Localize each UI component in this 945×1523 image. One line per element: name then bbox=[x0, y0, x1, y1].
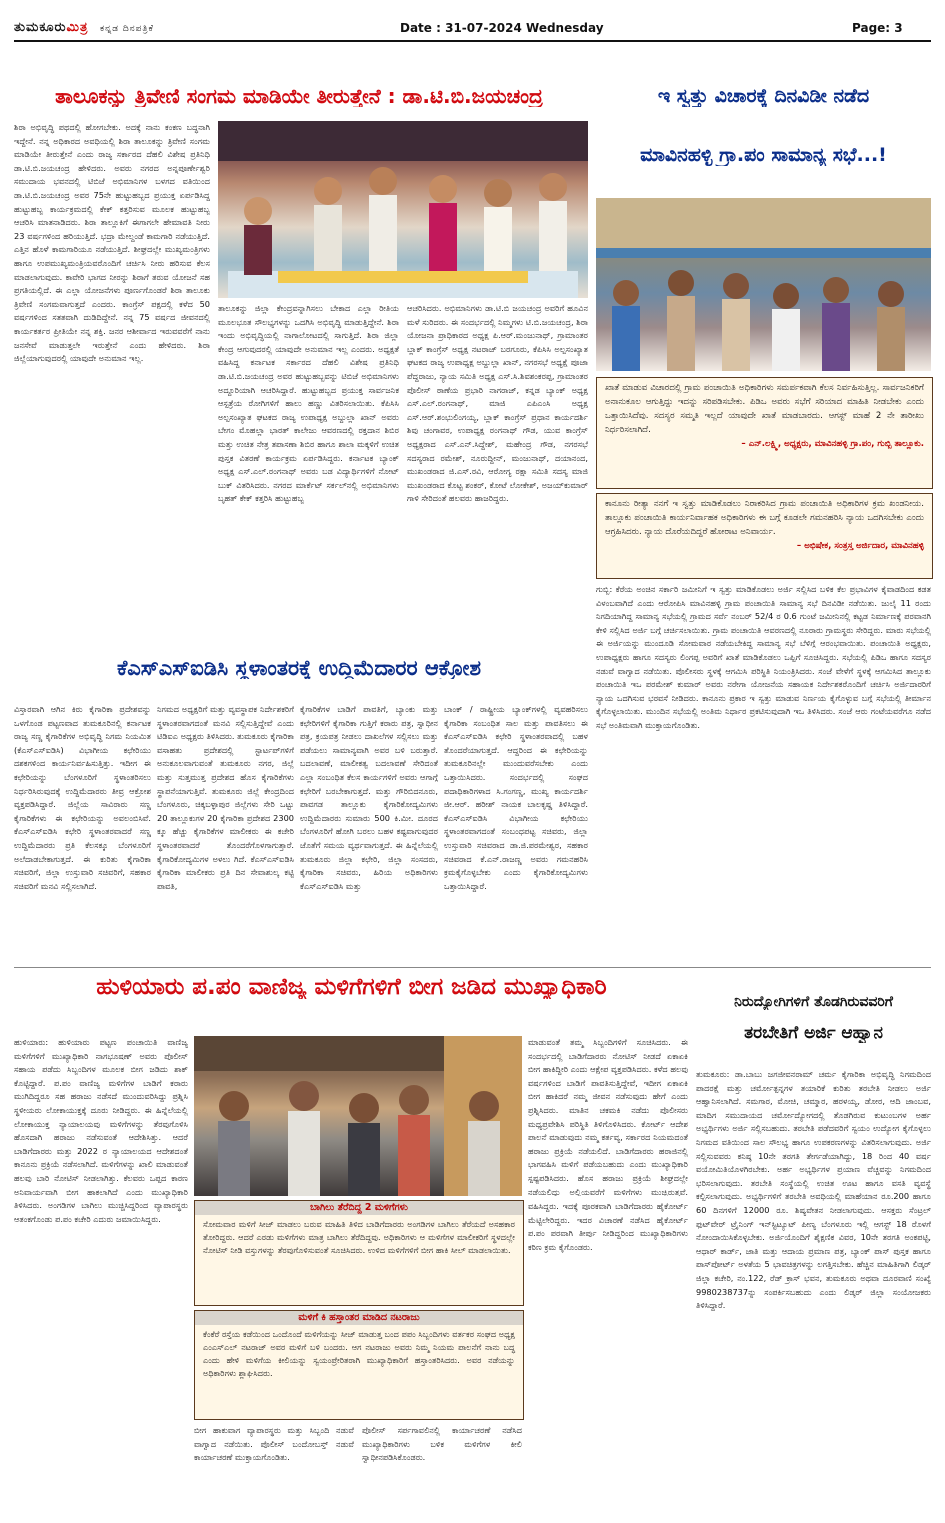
quote-applicant-signature: – ಅಭಿಷೇಕ, ಸಂತ್ರಸ್ತ ಅರ್ಜಿದಾರ, ಮಾವಿನಹಳ್ಳಿ bbox=[796, 541, 924, 551]
panchayat-meeting-photo-art bbox=[596, 198, 931, 371]
story2-text: ಗುಬ್ಬಿ: ಕೆರೆಯ ಅಂಚಿನ ಸರ್ಕಾರಿ ಜಮೀನಿಗೆ ಇ ಸ್ವತ್ತು ಮಾಡಿಕೊಡಲು ಅರ್ಜಿ ಸಲ್ಲಿಸಿದ ಬಳಿಕ ಕೆಲ ಪ್ರಭಾವಿಗಳ ಕೈವಾಡದಿಂದ ಕಡತ ವಿಳಂಬವಾಗಿದೆ ಎಂದು ಆರೋಪಿಸಿ ಮಾವಿನಹಳ್ಳಿ ಗ್ರಾಮ ಪಂಚಾಯಿತಿ ಸಾಮಾನ್ಯ ಸಭೆ ದಿನವಿಡೀ ನಡೆಯಿತು. ಜುಲೈ 11 ರಂದು ನಿಗದಿಯಾಗಿದ್ದ ಸಾಮಾನ್ಯ ಸಭೆಯಲ್ಲಿ ಗ್ರಾಮದ ಸರ್ವೆ ನಂಬರ್ 52/4 ರ 0.6 ಗುಂಟೆ ಜಮೀನಿನಲ್ಲಿ ಕಟ್ಟಡ ನಿರ್ಮಾಣಕ್ಕೆ ಪರವಾನಗಿ ಕೇಳಿ ಸಲ್ಲಿಸಿದ ಅರ್ಜಿ ಬಗ್ಗೆ ಚರ್ಚಿಸಲಾಯಿತು. ಗ್ರಾಮ ಪಂಚಾಯಿತಿ ಆವರಣದಲ್ಲಿ ನೂರಾರು ಗ್ರಾಮಸ್ಥರು ಸೇರಿದ್ದರು. ಮಾರು ಸಭೆಯಲ್ಲಿ ಈ ಅರ್ಜಿಯನ್ನು ಮುಂದೂಡಿ ಸೋಮವಾರ ನಡೆಯಬೇಕಿದ್ದ ಸಾಮಾನ್ಯ ಸಭೆ ಬೆಳಿಗ್ಗೆ ಆರಂಭವಾಯಿತು. ಪಂಚಾಯಿತಿ ಅಧ್ಯಕ್ಷರು, ಉಪಾಧ್ಯಕ್ಷರು ಹಾಗೂ ಸದಸ್ಯರು ಲಿಂಗಪ್ಪ ಅವರಿಗೆ ಖಾತೆ ಮಾಡಿಕೊಡಲು ಒಪ್ಪಿಗೆ ಸೂಚಿಸಿದ್ದರು. ಸಭೆಯಲ್ಲಿ ಪಿಡಿಒ ಹಾಗೂ ಸದಸ್ಯರ ನಡುವೆ ವಾಗ್ವಾದ ನಡೆಯಿತು. ಪೊಲೀಸರು ಸ್ಥಳಕ್ಕೆ ಆಗಮಿಸಿ ಪರಿಸ್ಥಿತಿ ನಿಯಂತ್ರಿಸಿದರು. ಸಂಜೆ ವೇಳೆಗೆ ಸ್ಥಳಕ್ಕೆ ಆಗಮಿಸಿದ ತಾಲ್ಲೂಕು ಪಂಚಾಯಿತಿ ಇಒ ಪರಮೇಶ್ ಕುಮಾರ್ ಅವರು ನರೇಗಾ ಯೋಜನೆಯ ಸಹಾಯಕ ನಿರ್ದೇಶಕರೊಂದಿಗೆ ಚರ್ಚಿಸಿ ಅರ್ಜಿದಾರರಿಗೆ ನ್ಯಾಯ ಒದಗಿಸುವ ಭರವಸೆ ನೀಡಿದರು. ಕಾನೂನು ಪ್ರಕಾರ ಇ ಸ್ವತ್ತು ಮಾಡುವ ನಿರ್ಣಯ ಕೈಗೊಳ್ಳುವ ಬಗ್ಗೆ ಸಭೆಯಲ್ಲಿ ತೀರ್ಮಾನ ಕೈಗೊಳ್ಳಲಾಯಿತು. ಮುಂದಿನ ಸಭೆಯಲ್ಲಿ ಅಂತಿಮ ನಿರ್ಧಾರ ಪ್ರಕಟಿಸುವುದಾಗಿ ಇಒ ತಿಳಿಸಿದರು. ಸಂಜೆ ಆರು ಗಂಟೆಯವರೆಗೂ ನಡೆದ ಸಭೆ ಅಂತಿಮವಾಗಿ ಮುಕ್ತಾಯಗೊಂಡಿತು. bbox=[596, 584, 931, 730]
info-box-open-shops-text: ಸೋಮವಾರ ಮಳಿಗೆ ಸೀಜ್ ಮಾಡಲು ಬರುವ ಮಾಹಿತಿ ತಿಳಿದ ಬಾಡಿಗೆದಾರರು ಅಂಗಡಿಗಳ ಬಾಗಿಲು ತೆರೆಯದೆ ಅಸಹಕಾರ ತೋರಿದ್ದರು. ಆದರೆ ಎರಡು ಮಳಿಗೆಗಳು ಮಾತ್ರ ಬಾಗಿಲು ತೆರೆದಿದ್ದವು. ಅಧಿಕಾರಿಗಳು ಆ ಮಳಿಗೆಗಳ ಮಾಲೀಕರಿಗೆ ಸ್ಥಳದಲ್ಲೇ ನೋಟಿಸ್ ನೀಡಿ ವಸ್ತುಗಳನ್ನು ತೆರವುಗೊಳಿಸುವಂತೆ ಸೂಚಿಸಿದರು. ಉಳಿದ ಮಳಿಗೆಗಳಿಗೆ ಬೀಗ ಹಾಕಿ ಸೀಲ್ ಮಾಡಲಾಯಿತು. bbox=[203, 1219, 515, 1255]
issue-date: Date : 31-07-2024 Wednesday bbox=[400, 21, 604, 35]
story1-text-1: ಶಿರಾ ಅಭಿವೃದ್ಧಿ ಪಥದಲ್ಲಿ ಹೋಗಬೇಕು. ಅದಕ್ಕೆ ನಾನು ಕಂಕಣ ಬದ್ಧನಾಗಿ ಇದ್ದೇನೆ. ನನ್ನ ಅಧಿಕಾರದ ಅವಧಿಯಲ್ಲಿ ಶಿರಾ ತಾಲೂಕನ್ನು ತ್ರಿವೇಣಿ ಸಂಗಮ ಮಾಡಿಯೇ ತೀರುತ್ತೇನೆ ಎಂದು ರಾಜ್ಯ ಸರ್ಕಾರದ ದೆಹಲಿ ವಿಶೇಷ ಪ್ರತಿನಿಧಿ ಡಾ.ಟಿ.ಬಿ.ಜಯಚಂದ್ರ ಹೇಳಿದರು. ಅವರು ನಗರದ ಅನ್ನಪೂರ್ಣೇಶ್ವರಿ ಸಮುದಾಯ ಭವನದಲ್ಲಿ ಟಿಬಿಜೆ ಅಭಿಮಾನಿಗಳ ಬಳಗದ ವತಿಯಿಂದ ಡಾ.ಟಿ.ಬಿ.ಜಯಚಂದ್ರ ಅವರ 75ನೇ ಹುಟ್ಟುಹಬ್ಬದ ಪ್ರಯುಕ್ತ ಏರ್ಪಡಿಸಿದ್ದ ಹುಟ್ಟುಹಬ್ಬ ಕಾರ್ಯಕ್ರಮದಲ್ಲಿ ಕೇಕ್ ಕತ್ತರಿಸುವ ಮೂಲಕ ಹುಟ್ಟುಹಬ್ಬ ಆಚರಿಸಿ ಮಾತನಾಡಿದರು. ಶಿರಾ ತಾಲ್ಲೂಕಿಗೆ ಈಗಾಗಲೇ ಹೇಮಾವತಿ ನೀರು 23 ವರ್ಷಗಳಿಂದ ಹರಿಯುತ್ತಿದೆ. ಭದ್ರಾ ಮೇಲ್ದಂಡೆ ಕಾಮಗಾರಿ ನಡೆಯುತ್ತಿದೆ. ಎತ್ತಿನ ಹೊಳೆ ಕಾಮಗಾರಿಯೂ ನಡೆಯುತ್ತಿದೆ. ಶೀಘ್ರದಲ್ಲೇ ಮುಖ್ಯಮಂತ್ರಿಗಳು ಹಾಗೂ ಉಪಮುಖ್ಯಮಂತ್ರಿಯವರೊಂದಿಗೆ ಚರ್ಚಿಸಿ ನೀರು ಹರಿಸುವ ಕೆಲಸ ಮಾಡಲಾಗುವುದು. ಕಾವೇರಿ ಭಾಗದ ನೀರನ್ನು ಶಿರಾಗೆ ತರುವ ಯೋಜನೆ ಸಹ ಪ್ರಗತಿಯಲ್ಲಿದೆ. ಈ ಎಲ್ಲಾ ಯೋಜನೆಗಳು ಪೂರ್ಣಗೊಂಡರೆ ಶಿರಾ ತಾಲೂಕು ತ್ರಿವೇಣಿ ಸಂಗಮವಾಗುತ್ತದೆ ಎಂದರು. ಕಾಂಗ್ರೆಸ್ ಪಕ್ಷದಲ್ಲಿ ಕಳೆದ 50 ವರ್ಷಗಳಿಂದ ಸತತವಾಗಿ ದುಡಿದಿದ್ದೇನೆ. ನನ್ನ 75 ವರ್ಷದ ಜೀವನದಲ್ಲಿ ಕಾರ್ಯಕರ್ತರ ಪ್ರೀತಿಯೇ ನನ್ನ ಶಕ್ತಿ. ಜನರ ಆಶೀರ್ವಾದ ಇರುವವರೆಗೆ ನಾನು ಜನಸೇವೆ ಮಾಡುತ್ತಲೇ ಇರುತ್ತೇನೆ ಎಂದು ಹೇಳಿದರು. ಶಿರಾ ಜಿಲ್ಲೆಯಾಗುವುದರಲ್ಲಿ ಯಾವುದೇ ಅನುಮಾನ ಇಲ್ಲ. bbox=[14, 122, 210, 364]
quote-president-text: ಖಾತೆ ಮಾಡುವ ವಿಚಾರದಲ್ಲಿ ಗ್ರಾಮ ಪಂಚಾಯಿತಿ ಅಧಿಕಾರಿಗಳು ಸಮರ್ಪಕವಾಗಿ ಕೆಲಸ ನಿರ್ವಹಿಸುತ್ತಿಲ್ಲ. ಸಾರ್ವಜನಿಕರಿಗೆ ಅನಾನುಕೂಲ ಆಗುತ್ತಿದ್ದು ಇದನ್ನು ಸರಿಪಡಿಸಬೇಕು. ಪಿಡಿಒ ಅವರು ಸಭೆಗೆ ಸರಿಯಾದ ಮಾಹಿತಿ ನೀಡಬೇಕು ಎಂದು ಒತ್ತಾಯಿಸಿದೆವು. ಸದಸ್ಯರ ಸಮ್ಮತಿ ಇಲ್ಲದೆ ಯಾವುದೇ ಖಾತೆ ಮಾಡಬಾರದು. ಆಗಸ್ಟ್ ಮಾಹೆ 2 ನೇ ತಾರೀಖು ನಿರ್ಧರಿಸಲಾಗಿದೆ. bbox=[605, 383, 924, 435]
quote-box-president bbox=[596, 377, 933, 489]
story4-text-5: ಪೊಲೀಸ್ ಸರ್ಪಗಾವಲಿನಲ್ಲಿ ಕಾರ್ಯಾಚರಣೆ ನಡೆಸಿದ ಮುಖ್ಯಾಧಿಕಾರಿಗಳು ಬಳಿಕ ಮಳಿಗೆಗಳ ಕೀಲಿ ಸ್ವಾಧೀನಪಡಿಸಿಕೊಂಡರು. bbox=[362, 1425, 522, 1463]
story5-text: ತುಮಕೂರು: ಡಾ.ಬಾಬು ಜಗಜೀವನರಾಮ್ ಚರ್ಮ ಕೈಗಾರಿಕಾ ಅಭಿವೃದ್ಧಿ ನಿಗಮದಿಂದ ಪಾದರಕ್ಷೆ ಮತ್ತು ಚರ್ಮೋತ್ಪನ್ನಗಳ ತಯಾರಿಕೆ ಕುರಿತು ತರಬೇತಿ ನೀಡಲು ಅರ್ಜಿ ಆಹ್ವಾನಿಸಲಾಗಿದೆ. ಸಮಗಾರ, ಮೋಚಿ, ಚಮ್ಮಾರ, ಹರಳಯ್ಯ, ಡೋರ, ಆದಿ ಜಾಂಬವ, ಮಾದಿಗ ಸಮುದಾಯದ ಚರ್ಮೋದ್ಯೋಗದಲ್ಲಿ ತೊಡಗಿರುವ ಕುಟುಂಬಗಳ ಅರ್ಹ ಅಭ್ಯರ್ಥಿಗಳು ಅರ್ಜಿ ಸಲ್ಲಿಸಬಹುದು. ತರಬೇತಿ ಪಡೆದವರಿಗೆ ಸ್ವಯಂ ಉದ್ಯೋಗ ಕೈಗೊಳ್ಳಲು ನಿಗಮದ ವತಿಯಿಂದ ಸಾಲ ಸೌಲಭ್ಯ ಹಾಗೂ ಉಪಕರಣಗಳನ್ನು ವಿತರಿಸಲಾಗುವುದು. ಅರ್ಜಿ ಸಲ್ಲಿಸುವವರು ಕನಿಷ್ಠ 10ನೇ ತರಗತಿ ತೇರ್ಗಡೆಯಾಗಿದ್ದು, 18 ರಿಂದ 40 ವರ್ಷ ವಯೋಮಿತಿಯೊಳಗಿರಬೇಕು. ಅರ್ಹ ಅಭ್ಯರ್ಥಿಗಳ ಪ್ರಯಾಣ ವೆಚ್ಚವನ್ನು ನಿಗಮದಿಂದ ಭರಿಸಲಾಗುವುದು. ತರಬೇತಿ ಸಂಸ್ಥೆಯಲ್ಲಿ ಉಚಿತ ಊಟ ಹಾಗೂ ವಸತಿ ವ್ಯವಸ್ಥೆ ಕಲ್ಪಿಸಲಾಗುವುದು. ಅಭ್ಯರ್ಥಿಗಳಿಗೆ ತರಬೇತಿ ಅವಧಿಯಲ್ಲಿ ಮಾಹೆಯಾನ ರೂ.200 ಹಾಗೂ 60 ದಿನಗಳಿಗೆ 12000 ರೂ. ಶಿಷ್ಯವೇತನ ನೀಡಲಾಗುವುದು. ಆಸಕ್ತರು ಸೆಂಟ್ರಲ್ ಫುಟ್‌ವೇರ್ ಟ್ರೈನಿಂಗ್ ಇನ್‌ಸ್ಟಿಟ್ಯೂಟ್ ಪೀಣ್ಯ ಬೆಂಗಳೂರು ಇಲ್ಲಿ ಆಗಸ್ಟ್ 18 ರೊಳಗೆ ನೋಂದಾಯಿಸಿಕೊಳ್ಳಬೇಕು. ಅರ್ಜಿಯೊಂದಿಗೆ ಶೈಕ್ಷಣಿಕ ವಿವರ, 10ನೇ ತರಗತಿ ಅಂಕಪಟ್ಟಿ, ಆಧಾರ್ ಕಾರ್ಡ್, ಜಾತಿ ಮತ್ತು ಆದಾಯ ಪ್ರಮಾಣ ಪತ್ರ, ಬ್ಯಾಂಕ್ ಪಾಸ್ ಪುಸ್ತಕ ಹಾಗೂ ಪಾಸ್‌ಪೋರ್ಟ್ ಅಳತೆಯ 5 ಭಾವಚಿತ್ರಗಳನ್ನು ಲಗತ್ತಿಸಬೇಕು. ಹೆಚ್ಚಿನ ಮಾಹಿತಿಗಾಗಿ ಲಿಡ್ಕರ್ ಜಿಲ್ಲಾ ಕಚೇರಿ, ನಂ.122, ರೆಡ್ ಕ್ರಾಸ್ ಭವನ, ತುಮಕೂರು ಅಥವಾ ದೂರವಾಣಿ ಸಂಖ್ಯೆ 9980238737ನ್ನು ಸಂಪರ್ಕಿಸಬಹುದು ಎಂದು ಲಿಡ್ಕರ್ ಜಿಲ್ಲಾ ಸಂಯೋಜಕರು ತಿಳಿಸಿದ್ದಾರೆ. bbox=[696, 1069, 931, 1311]
story1-headline: ತಾಲೂಕನ್ನು ತ್ರಿವೇಣಿ ಸಂಗಮ ಮಾಡಿಯೇ ತೀರುತ್ತೇನೆ : ಡಾ.ಟಿ.ಬಿ.ಜಯಚಂದ್ರ bbox=[55, 86, 543, 107]
story3-column-3 bbox=[300, 703, 438, 961]
story1-text-2: ತಾಲೂಕನ್ನು ಜಿಲ್ಲಾ ಕೇಂದ್ರವನ್ನಾಗಿಸಲು ಬೇಕಾದ ಎಲ್ಲಾ ರೀತಿಯ ಮೂಲಭೂತ ಸೌಲಭ್ಯಗಳನ್ನು ಒದಗಿಸಿ ಅಭಿವೃದ್ಧಿ ಮಾಡುತ್ತಿದ್ದೇನೆ. ಶಿರಾ ಇಂದು ಅಭಿವೃದ್ಧಿಯಲ್ಲಿ ನಾಗಾಲೋಟದಲ್ಲಿ ಸಾಗುತ್ತಿದೆ. ಶಿರಾ ಜಿಲ್ಲಾ ಕೇಂದ್ರ ಆಗುವುದರಲ್ಲಿ ಯಾವುದೇ ಅನುಮಾನ ಇಲ್ಲ ಎಂದರು. ಅಧ್ಯಕ್ಷತೆ ವಹಿಸಿದ್ದ ಕರ್ನಾಟಕ ಸರ್ಕಾರದ ದೆಹಲಿ ವಿಶೇಷ ಪ್ರತಿನಿಧಿ ಡಾ.ಟಿ.ಬಿ.ಜಯಚಂದ್ರ ಅವರ ಹುಟ್ಟುಹಬ್ಬವನ್ನು ಟಿಬಿಜೆ ಅಭಿಮಾನಿಗಳು ಅದ್ದೂರಿಯಾಗಿ ಆಚರಿಸಿದ್ದಾರೆ. ಹುಟ್ಟುಹಬ್ಬದ ಪ್ರಯುಕ್ತ ಸಾರ್ವಜನಿಕ ಆಸ್ಪತ್ರೆಯ ರೋಗಿಗಳಿಗೆ ಹಾಲು ಹಣ್ಣು ವಿತರಿಸಲಾಯಿತು. ಕೆಪಿಸಿಸಿ ಅಲ್ಪಸಂಖ್ಯಾತ ಘಟಕದ ರಾಜ್ಯ ಉಪಾಧ್ಯಕ್ಷ ಅಬ್ದುಲ್ಲಾ ಖಾನ್ ಅವರು ಬೇಗಂ ಮೊಹಲ್ಲಾ ಭಾರತ್ ಕಾಲೇಜು ಆವರಣದಲ್ಲಿ ರಕ್ತದಾನ ಶಿಬಿರ ಮತ್ತು ಉಚಿತ ನೇತ್ರ ತಪಾಸಣಾ ಶಿಬಿರ ಹಾಗೂ ಶಾಲಾ ಮಕ್ಕಳಿಗೆ ಉಚಿತ ಪುಸ್ತಕ ವಿತರಣೆ ಕಾರ್ಯಕ್ರಮ ಏರ್ಪಡಿಸಿದ್ದರು. ಕರ್ನಾಟಕ ಬ್ಯಾಂಕ್ ಅಧ್ಯಕ್ಷ ಎಸ್.ಎಲ್.ರಂಗನಾಥ್ ಅವರು ಬಡ ವಿದ್ಯಾರ್ಥಿಗಳಿಗೆ ನೋಟ್ ಬುಕ್ ವಿತರಿಸಿದರು. ನಗರದ ಮಾರ್ಕೆಟ್ ಸರ್ಕಲ್‌ನಲ್ಲಿ ಅಭಿಮಾನಿಗಳು ಬೃಹತ್ ಕೇಕ್ ಕತ್ತರಿಸಿ ಹುಟ್ಟುಹಬ್ಬ bbox=[218, 303, 399, 504]
cake-cutting-photo bbox=[218, 121, 588, 298]
info-box-key-handover-text: ಕೆಂಕೆರೆ ರಸ್ತೆಯ ಕಡೆಯಿಂದ ಒಂದೊಂದೆ ಮಳಿಗೆಯನ್ನು ಸೀಜ್ ಮಾಡುತ್ತ ಬಂದ ಪಪಂ ಸಿಬ್ಬಂದಿಗಳು ವರ್ತಕರ ಸಂಘದ ಅಧ್ಯಕ್ಷ ಎಂಎಸ್ಎಲ್ ನಟರಾಜ್ ಅವರ ಮಳಿಗೆ ಬಳಿ ಬಂದರು. ಆಗ ನಟರಾಜು ಅವರು ನಿಮ್ಮ ನಿಯಮ ಪಾಲನೆಗೆ ನಾನು ಬದ್ಧ ಎಂದು ಹೇಳಿ ಮಳಿಗೆಯ ಕೀಲಿಯನ್ನು ಸ್ವಯಂಪ್ರೇರಿತರಾಗಿ ಮುಖ್ಯಾಧಿಕಾರಿಗೆ ಹಸ್ತಾಂತರಿಸಿದರು. ಅವರ ನಡೆಯನ್ನು ಅಧಿಕಾರಿಗಳು ಶ್ಲಾಘಿಸಿದರು. bbox=[203, 1329, 515, 1378]
story4-text-1: ಹುಳಿಯಾರು: ಹುಳಿಯಾರು ಪಟ್ಟಣ ಪಂಚಾಯಿತಿ ವಾಣಿಜ್ಯ ಮಳಿಗೆಗಳಿಗೆ ಮುಖ್ಯಾಧಿಕಾರಿ ನಾಗಭೂಷಣ್ ಅವರು ಪೊಲೀಸ್ ಸಹಾಯ ಪಡೆದು ಸಿಬ್ಬಂದಿಗಳ ಮೂಲಕ ಬೀಗ ಜಡಿದು ಶಾಕ್ ಕೊಟ್ಟಿದ್ದಾರೆ. ಪ.ಪಂ ವಾಣಿಜ್ಯ ಮಳಿಗೆಗಳ ಬಾಡಿಗೆ ಕರಾರು ಮುಗಿದಿದ್ದರೂ ಸಹ ಹರಾಜು ನಡೆಸದೆ ಮುಂದುವರಿಸಿದ್ದು ಪ್ರಶ್ನಿಸಿ ಸ್ಥಳೀಯರು ಲೋಕಾಯುಕ್ತಕ್ಕೆ ದೂರು ನೀಡಿದ್ದರು. ಈ ಹಿನ್ನೆಲೆಯಲ್ಲಿ ಲೋಕಾಯುಕ್ತ ನ್ಯಾಯಾಲಯವು ಮಳಿಗೆಗಳನ್ನು ತೆರವುಗೊಳಿಸಿ ಹೊಸದಾಗಿ ಹರಾಜು ನಡೆಸುವಂತೆ ಆದೇಶಿಸಿತ್ತು. ಆದರೆ ಬಾಡಿಗೆದಾರರು ಮತ್ತು 2022 ರ ನ್ಯಾಯಾಲಯದ ಆದೇಶದಂತೆ ಕಾನೂನು ಪ್ರಕ್ರಿಯೆ ನಡೆಸಲಾಗಿದೆ. ಮಳಿಗೆಗಳನ್ನು ಖಾಲಿ ಮಾಡುವಂತೆ ಹಲವು ಬಾರಿ ನೋಟಿಸ್ ನೀಡಲಾಗಿತ್ತು. ಕೆಲವರು ಒಪ್ಪದ ಕಾರಣ ಅನಿವಾರ್ಯವಾಗಿ ಬೀಗ ಹಾಕಲಾಗಿದೆ ಎಂದು ಮುಖ್ಯಾಧಿಕಾರಿ ತಿಳಿಸಿದರು. ಅಂಗಡಿಗಳ ಬಾಗಿಲು ಮುಚ್ಚಿಸಿದ್ದರಿಂದ ವ್ಯಾಪಾರಸ್ಥರು ಆತಂಕಗೊಂಡು ಪ.ಪಂ ಕಚೇರಿ ಎದುರು ಜಮಾಯಿಸಿದ್ದರು. bbox=[14, 1037, 188, 1224]
story1-text-3: ಆಚರಿಸಿದರು. ಅಭಿಮಾನಿಗಳು ಡಾ.ಟಿ.ಬಿ ಜಯಚಂದ್ರ ಅವರಿಗೆ ಹೂವಿನ ಮಳೆ ಸುರಿದರು. ಈ ಸಂದರ್ಭದಲ್ಲಿ ನಿಮ್ಮಗಳು ಟಿ.ಬಿ.ಜಯಚಂದ್ರ, ಶಿರಾ ಯೋಜನಾ ಪ್ರಾಧಿಕಾರದ ಅಧ್ಯಕ್ಷ ಪಿ.ಆರ್.ಮಂಜುನಾಥ್, ಗ್ರಾಮಾಂತರ ಬ್ಲಾಕ್ ಕಾಂಗ್ರೆಸ್ ಅಧ್ಯಕ್ಷ ನಟರಾಜ್ ಬರಗೂರು, ಕೆಪಿಸಿಸಿ ಅಲ್ಪಸಂಖ್ಯಾತ ಘಟಕದ ರಾಜ್ಯ ಉಪಾಧ್ಯಕ್ಷ ಅಬ್ದುಲ್ಲಾ ಖಾನ್, ನಗರಸಭೆ ಅಧ್ಯಕ್ಷೆ ಪೂಜಾ ಪೆದ್ದರಾಜು, ನ್ಯಾಯ ಸಮಿತಿ ಅಧ್ಯಕ್ಷ ಎಸ್.ಸಿ.ಶಿವಶಂಕರಪ್ಪ, ಗ್ರಾಮಾಂತರ ಪೊಲೀಸ್ ಠಾಣೆಯ ಪ್ರಭಾರಿ ನಾಗರಾಜ್, ಕನ್ನಡ ಬ್ಯಾಂಕ್ ಅಧ್ಯಕ್ಷ ಎಸ್.ಎಲ್.ರಂಗನಾಥ್, ಮಾಜಿ ಎಪಿಎಂಸಿ ಅಧ್ಯಕ್ಷ ಎಸ್.ಆರ್.ಶಂಭುಲಿಂಗಯ್ಯ, ಬ್ಲಾಕ್ ಕಾಂಗ್ರೆಸ್ ಪ್ರಧಾನ ಕಾರ್ಯದರ್ಶಿ ಶಿವು ಚಂಗಾವರ, ಉಪಾಧ್ಯಕ್ಷ ರಂಗನಾಥ್ ಗೌಡ, ಯುವ ಕಾಂಗ್ರೆಸ್ ಅಧ್ಯಕ್ಷರಾದ ಎಸ್.ಎನ್.ಸಿದ್ದೇಶ್, ಮಹೇಂದ್ರ ಗೌಡ, ನಗರಸಭೆ ಸದಸ್ಯರಾದ ರಮೇಶ್, ನೂರುದ್ದೀನ್, ಮಂಜುನಾಥ್, ದಯಾನಂದ, ಮುಖಂಡರಾದ ಜಿ.ಎಸ್.ರವಿ, ಆರೋಗ್ಯ ರಕ್ಷಾ ಸಮಿತಿ ಸದಸ್ಯ ಮಾಜಿ ಮುಖಂಡರಾದ ಕೊಟ್ಟ ಶಂಕರ್, ಕೋಟೆ ಲೋಕೇಶ್, ಅಜಯ್‌ಕುಮಾರ್ ಗಾಳಿ ಸೇರಿದಂತೆ ಹಲವರು ಹಾಜರಿದ್ದರು. bbox=[407, 303, 588, 504]
info-box-key-handover-title: ಮಳಿಗೆ ಕಿ ಹಸ್ತಾಂತರ ಮಾಡಿದ ನಟರಾಜು bbox=[195, 1311, 523, 1325]
story3-text-3: ಕೈಗಾರಿಕೆಗಳ ಬಾಡಿಗೆ ಪಾವತಿಗೆ, ಬ್ಯಾಂಕು ಮತ್ತು ಕಛೇರಿಗಳಿಗೆ ಕೈಗಾರಿಕಾ ಗುತ್ತಿಗೆ ಕರಾರು ಪತ್ರ, ಸ್ವಾಧೀನ ಪತ್ರ, ಕ್ರಯಪತ್ರ ನೀಡಲು ದಾಖಲೆಗಳ ಸಲ್ಲಿಸಲು ಮತ್ತು ಪಡೆಯಲು ಸಾಮಾನ್ಯವಾಗಿ ಅವರ ಬಳಿ ಬರುತ್ತಾರೆ. ಬದಲಾವಣೆ, ಮಾಲೀಕತ್ವ ಬದಲಾವಣೆ ಸೇರಿದಂತೆ ಎಲ್ಲಾ ಸಂಬಂಧಿತ ಕೆಲಸ ಕಾರ್ಯಗಳಿಗೆ ಅವರು ಆಗಾಗ್ಗೆ ಕಛೇರಿಗೆ ಬರಬೇಕಾಗುತ್ತದೆ. ಮತ್ತು ಗೌರಿಬಿದನೂರು, ಪಾವಗಡ ತಾಲ್ಲೂಕು ಕೈಗಾರಿಕೋದ್ಯಮಿಗಳು ಉದ್ದಿಮೆದಾರರು ಸುಮಾರು 500 ಕಿ.ಮೀ. ದೂರದ ಬೆಂಗಳೂರಿಗೆ ಹೋಗಿ ಬರಲು ಬಹಳ ಕಷ್ಟವಾಗುವುದರ ಜೊತೆಗೆ ಸಮಯ ವ್ಯರ್ಥವಾಗುತ್ತದೆ. ಈ ಹಿನ್ನೆಲೆಯಲ್ಲಿ ತುಮಕೂರು ಜಿಲ್ಲಾ ಕಛೇರಿ, ಜಿಲ್ಲಾ ಸಂಸದರು, ಕೈಗಾರಿಕಾ ಸಚಿವರು, ಹಿರಿಯ ಅಧಿಕಾರಿಗಳು ಕೆಎಸ್ಎಸ್ಐಡಿಸಿ ಮತ್ತು bbox=[300, 704, 438, 891]
story1-column-2 bbox=[218, 302, 399, 654]
story5-body bbox=[696, 1068, 931, 1512]
story2-headline-line2: ಮಾವಿನಹಳ್ಳಿ ಗ್ರಾ.ಪಂ ಸಾಮಾನ್ಯ ಸಭೆ...! bbox=[640, 146, 887, 166]
quote-applicant-text: ಕಾನೂನು ರೀತ್ಯಾ ನನಗೆ ಇ ಸ್ವತ್ತು ಮಾಡಿಕೊಡಲು ನಿರಾಕರಿಸಿದ ಗ್ರಾಮ ಪಂಚಾಯಿತಿ ಅಧಿಕಾರಿಗಳ ಕ್ರಮ ಖಂಡನೀಯ. ತಾಲ್ಲೂಕು ಪಂಚಾಯಿತಿ ಕಾರ್ಯನಿರ್ವಾಹಕ ಅಧಿಕಾರಿಗಳು ಈ ಬಗ್ಗೆ ಕೂಡಲೇ ಗಮನಹರಿಸಿ ನ್ಯಾಯ ಒದಗಿಸಬೇಕು ಎಂದು ಆಗ್ರಹಿಸಿದರು. ನ್ಯಾಯ ದೊರೆಯದಿದ್ದರೆ ಹೋರಾಟ ಅನಿವಾರ್ಯ. bbox=[605, 499, 924, 537]
story3-text-1: ವಿಸ್ತಾರವಾಗಿ ಆಗಿನ ಕಿರು ಕೈಗಾರಿಕಾ ಪ್ರದೇಶವನ್ನು ಒಳಗೊಂಡ ಪಟ್ಟಣವಾದ ತುಮಕೂರಿನಲ್ಲಿ ಕರ್ನಾಟಕ ರಾಜ್ಯ ಸಣ್ಣ ಕೈಗಾರಿಕೆಗಳ ಅಭಿವೃದ್ಧಿ ನಿಗಮ ನಿಯಮಿತ (ಕೆಎಸ್ಎಸ್ಐಡಿಸಿ) ವಿಭಾಗೀಯ ಕಛೇರಿಯು ದಶಕಗಳಿಂದ ಕಾರ್ಯನಿರ್ವಹಿಸುತ್ತಿತ್ತು. ಇದೀಗ ಈ ಕಛೇರಿಯನ್ನು ಬೆಂಗಳೂರಿಗೆ ಸ್ಥಳಾಂತರಿಸಲು ನಿರ್ಧರಿಸಿರುವುದಕ್ಕೆ ಉದ್ದಿಮೆದಾರರು ತೀವ್ರ ಆಕ್ರೋಶ ವ್ಯಕ್ತಪಡಿಸಿದ್ದಾರೆ. ಜಿಲ್ಲೆಯ ಸಾವಿರಾರು ಸಣ್ಣ ಕೈಗಾರಿಕೆಗಳು ಈ ಕಛೇರಿಯನ್ನು ಅವಲಂಬಿಸಿವೆ. ಕೆಎಸ್ಎಸ್ಐಡಿಸಿ ಕಛೇರಿ ಸ್ಥಳಾಂತರವಾದರೆ ಸಣ್ಣ ಉದ್ದಿಮೆದಾರರು ಪ್ರತಿ ಕೆಲಸಕ್ಕೂ ಬೆಂಗಳೂರಿಗೆ ಅಲೆದಾಡಬೇಕಾಗುತ್ತದೆ. ಈ ಕುರಿತು ಕೈಗಾರಿಕಾ ಸಚಿವರಿಗೆ, ಜಿಲ್ಲಾ ಉಸ್ತುವಾರಿ ಸಚಿವರಿಗೆ, ಸಹಕಾರ ಸಚಿವರಿಗೆ ಮನವಿ ಸಲ್ಲಿಸಲಾಗಿದೆ. bbox=[14, 704, 151, 891]
story3-column-4 bbox=[444, 703, 588, 961]
story4-column-3 bbox=[528, 1200, 688, 1512]
logo-tagline: ಕನ್ನಡ ದಿನಪತ್ರಿಕೆ bbox=[99, 24, 154, 34]
story5-headline-line1: ನಿರುದ್ಯೋಗಿಗಳಿಗೆ ತೊಡಗಿರುವವರಿಗೆ bbox=[734, 995, 893, 1010]
shop-sealing-photo bbox=[194, 1036, 522, 1196]
info-box-key-handover bbox=[194, 1310, 524, 1420]
story4-text-4: ಬೀಗ ಹಾಕುವಾಗ ವ್ಯಾಪಾರಸ್ಥರು ಮತ್ತು ಸಿಬ್ಬಂದಿ ನಡುವೆ ವಾಗ್ವಾದ ನಡೆಯಿತು. ಪೊಲೀಸ್ ಬಂದೋಬಸ್ತ್ ನಡುವೆ ಕಾರ್ಯಾಚರಣೆ ಮುಕ್ತಾಯಗೊಂಡಿತು. bbox=[194, 1425, 354, 1463]
section-divider bbox=[14, 967, 931, 968]
page-number: Page: 3 bbox=[852, 21, 903, 35]
info-box-open-shops-title: ಬಾಗಿಲು ತೆರೆದಿದ್ದ 2 ಮಳಿಗೆಗಳು bbox=[195, 1201, 523, 1215]
story2-headline-line1: ಇ ಸ್ವತ್ತು ವಿಚಾರಕ್ಕೆ ದಿನವಿಡೀ ನಡೆದ bbox=[657, 87, 870, 107]
story2-body bbox=[596, 583, 931, 963]
story3-headline: ಕೆಎಸ್ಎಸ್ಐಡಿಸಿ ಸ್ಥಳಾಂತರಕ್ಕೆ ಉದ್ದಿಮೆದಾರರ ಆಕ್ರೋಶ bbox=[117, 657, 481, 680]
story4-text-3: ವಹಿಸಿದ್ದರು. ಇದಕ್ಕೆ ಪೂರಕವಾಗಿ ಬಾಡಿಗೆದಾರರು ಹೈಕೋರ್ಟ್ ಮೆಟ್ಟಿಲೇರಿದ್ದರು. ಇದರ ವಿಚಾರಣೆ ನಡೆಸಿದ ಹೈಕೋರ್ಟ್ ಪ.ಪಂ ಪರವಾಗಿ ತೀರ್ಪು ನೀಡಿದ್ದರಿಂದ ಮುಖ್ಯಾಧಿಕಾರಿಗಳು ಕಠಿಣ ಕ್ರಮ ಕೈಗೊಂಡರು. bbox=[528, 1201, 688, 1252]
cake-cutting-photo-art bbox=[218, 121, 588, 298]
story4-headline: ಹುಳಿಯಾರು ಪ.ಪಂ ವಾಣಿಜ್ಯ ಮಳಿಗೆಗಳಿಗೆ ಬೀಗ ಜಡಿದ ಮುಖ್ಯಾಧಿಕಾರಿ bbox=[96, 975, 607, 1000]
logo-part2: ಮಿತ್ರ bbox=[66, 20, 89, 35]
story4-column-2 bbox=[528, 1036, 688, 1196]
story4-column-1 bbox=[14, 1036, 188, 1512]
story3-column-1 bbox=[14, 703, 151, 961]
story3-text-2: ನಿಗಮದ ಅಧ್ಯಕ್ಷರಿಗೆ ಮತ್ತು ವ್ಯವಸ್ಥಾಪಕ ನಿರ್ದೇಶಕರಿಗೆ ಸ್ಥಳಾಂತರವಾಗದಂತೆ ಮನವಿ ಸಲ್ಲಿಸುತ್ತಿದ್ದೇವೆ ಎಂದು ಟಿಡಿಐಎ ಅಧ್ಯಕ್ಷರು ತಿಳಿಸಿದರು. ತುಮಕೂರು ಕೈಗಾರಿಕಾ ವಸಾಹತು ಪ್ರದೇಶದಲ್ಲಿ ಸ್ಟಾರ್ಟಪ್‌ಗಳಿಗೆ ಅನುಕೂಲವಾಗುವಂತೆ ತುಮಕೂರು ನಗರ, ಜಿಲ್ಲೆ ಮತ್ತು ಸುತ್ತಮುತ್ತ ಪ್ರದೇಶದ ಹೊಸ ಕೈಗಾರಿಕೆಗಳು ಸ್ಥಾಪನೆಯಾಗುತ್ತಿವೆ. ತುಮಕೂರು ಜಿಲ್ಲೆ ಕೇಂದ್ರದಿಂದ ಬೆಂಗಳೂರು, ಚಿಕ್ಕಬಳ್ಳಾಪುರ ಜಿಲ್ಲೆಗಳು ಸೇರಿ ಒಟ್ಟು 20 ತಾಲ್ಲೂಕುಗಳ 20 ಕೈಗಾರಿಕಾ ಪ್ರದೇಶದ 2300 ಕ್ಕೂ ಹೆಚ್ಚು ಕೈಗಾರಿಕೆಗಳ ಮಾಲೀಕರು ಈ ಕಚೇರಿ ಸ್ಥಳಾಂತರವಾದರೆ ತೊಂದರೆಗೊಳಗಾಗುತ್ತಾರೆ. ಕೈಗಾರಿಕೋದ್ಯಮಿಗಳ ಅಳಲು ಗಿದೆ. ಕೆಎಸ್ಎಸ್ಐಡಿಸಿ ಕೈಗಾರಿಕಾ ಮಾಲೀಕರು ಪ್ರತಿ ದಿನ ಸೇವಾಶುಲ್ಕ ಕಟ್ಟಿ ಪಾವತಿ, bbox=[157, 704, 294, 891]
masthead-rule bbox=[14, 40, 931, 42]
logo-part1: ತುಮಕೂರು bbox=[14, 20, 67, 35]
story3-text-4: ಬಾಂಕ್ / ರಾಷ್ಟ್ರೀಯ ಬ್ಯಾಂಕ್‌ಗಳಲ್ಲಿ ವ್ಯವಹರಿಸಲು ಕೈಗಾರಿಕಾ ಸಂಬಂಧಿತ ಸಾಲ ಮತ್ತು ಪಾವತಿಸಲು ಈ ಕೆಎಸ್ಎಸ್ಐಡಿಸಿ ಕಛೇರಿ ಸ್ಥಳಾಂತರವಾದಲ್ಲಿ ಬಹಳ ತೊಂದರೆಯಾಗುತ್ತದೆ. ಆದ್ದರಿಂದ ಈ ಕಛೇರಿಯನ್ನು ತುಮಕೂರಿನಲ್ಲೇ ಮುಂದುವರೆಸಬೇಕು ಎಂದು ಒತ್ತಾಯಿಸಿದರು. ಸಂದರ್ಭದಲ್ಲಿ ಸಂಘದ ಪದಾಧಿಕಾರಿಗಳಾದ ಸಿ.ಗಂಗಣ್ಣ, ಮುಖ್ಯ ಕಾರ್ಯದರ್ಶಿ ಜೀ.ಆರ್. ಹರೀಶ್ ನಾಯಕ ಬಾಲಕೃಷ್ಣ ತಿಳಿಸಿದ್ದಾರೆ. ಕೆಎಸ್ಎಸ್ಐಡಿಸಿ ವಿಭಾಗೀಯ ಕಛೇರಿಯು ಸ್ಥಳಾಂತರವಾಗದಂತೆ ಸಂಬಂಧಪಟ್ಟ ಸಚಿವರು, ಜಿಲ್ಲಾ ಉಸ್ತುವಾರಿ ಸಚಿವರಾದ ಡಾ.ಜಿ.ಪರಮೇಶ್ವರ, ಸಹಕಾರ ಸಚಿವರಾದ ಕೆ.ಎನ್.ರಾಜಣ್ಣ ಅವರು ಗಮನಹರಿಸಿ ಕ್ರಮಕೈಗೊಳ್ಳಬೇಕು ಎಂದು ಕೈಗಾರಿಕೋದ್ಯಮಿಗಳು ಒತ್ತಾಯಿಸಿದ್ದಾರೆ. bbox=[444, 704, 588, 891]
quote-president-signature: – ಎನ್.ಲಕ್ಷ್ಮಿ, ಅಧ್ಯಕ್ಷರು, ಮಾವಿನಹಳ್ಳಿ ಗ್ರಾ.ಪಂ, ಗುಬ್ಬಿ ತಾಲ್ಲೂಕು. bbox=[741, 439, 924, 449]
story3-column-2 bbox=[157, 703, 294, 961]
story1-column-1 bbox=[14, 121, 210, 654]
shop-sealing-photo-art bbox=[194, 1036, 522, 1196]
quote-box-applicant bbox=[596, 493, 933, 579]
story1-column-3 bbox=[407, 302, 588, 654]
info-box-open-shops bbox=[194, 1200, 524, 1306]
story4-text-2: ಮಾಡುವಂತೆ ತಮ್ಮ ಸಿಬ್ಬಂದಿಗಳಿಗೆ ಸೂಚಿಸಿದರು. ಈ ಸಂದರ್ಭದಲ್ಲಿ ಬಾಡಿಗೆದಾರರು ನೋಟಿಸ್ ನೀಡದೆ ಏಕಾಏಕಿ ಬೀಗ ಹಾಕಿದ್ದೀರಿ ಎಂದು ಆಕ್ಷೇಪ ವ್ಯಕ್ತಪಡಿಸಿದರು. ಕಳೆದ ಹಲವು ವರ್ಷಗಳಿಂದ ಬಾಡಿಗೆ ಪಾವತಿಸುತ್ತಿದ್ದೇವೆ, ಇದೀಗ ಏಕಾಏಕಿ ಬೀಗ ಹಾಕಿದರೆ ನಮ್ಮ ಜೀವನ ನಡೆಸುವುದು ಹೇಗೆ ಎಂದು ಪ್ರಶ್ನಿಸಿದರು. ಮಾತಿನ ಚಕಮಕಿ ನಡೆದು ಪೊಲೀಸರು ಮಧ್ಯಪ್ರವೇಶಿಸಿ ಪರಿಸ್ಥಿತಿ ತಿಳಿಗೊಳಿಸಿದರು. ಕೋರ್ಟ್ ಆದೇಶ ಪಾಲನೆ ಮಾಡುವುದು ನಮ್ಮ ಕರ್ತವ್ಯ, ಸರ್ಕಾರದ ನಿಯಮದಂತೆ ಹರಾಜು ಪ್ರಕ್ರಿಯೆ ನಡೆಯಲಿದೆ. ಬಾಡಿಗೆದಾರರು ಹರಾಜಿನಲ್ಲಿ ಭಾಗವಹಿಸಿ ಮಳಿಗೆ ಪಡೆಯಬಹುದು ಎಂದು ಮುಖ್ಯಾಧಿಕಾರಿ ಸ್ಪಷ್ಟಪಡಿಸಿದರು. ಹೊಸ ಹರಾಜು ಪ್ರಕ್ರಿಯೆ ಶೀಘ್ರದಲ್ಲೇ ನಡೆಯಲಿದ್ದು ಅಲ್ಲಿಯವರೆಗೆ ಮಳಿಗೆಗಳು ಮುಚ್ಚಿರುತ್ತವೆ. bbox=[528, 1037, 688, 1196]
newspaper-logo bbox=[14, 20, 154, 35]
panchayat-meeting-photo bbox=[596, 198, 931, 371]
story5-headline-line2: ತರಬೇತಿಗೆ ಅರ್ಜಿ ಆಹ್ವಾನ bbox=[744, 1025, 883, 1043]
story4-column-4 bbox=[194, 1424, 354, 1512]
story4-column-5 bbox=[362, 1424, 522, 1512]
